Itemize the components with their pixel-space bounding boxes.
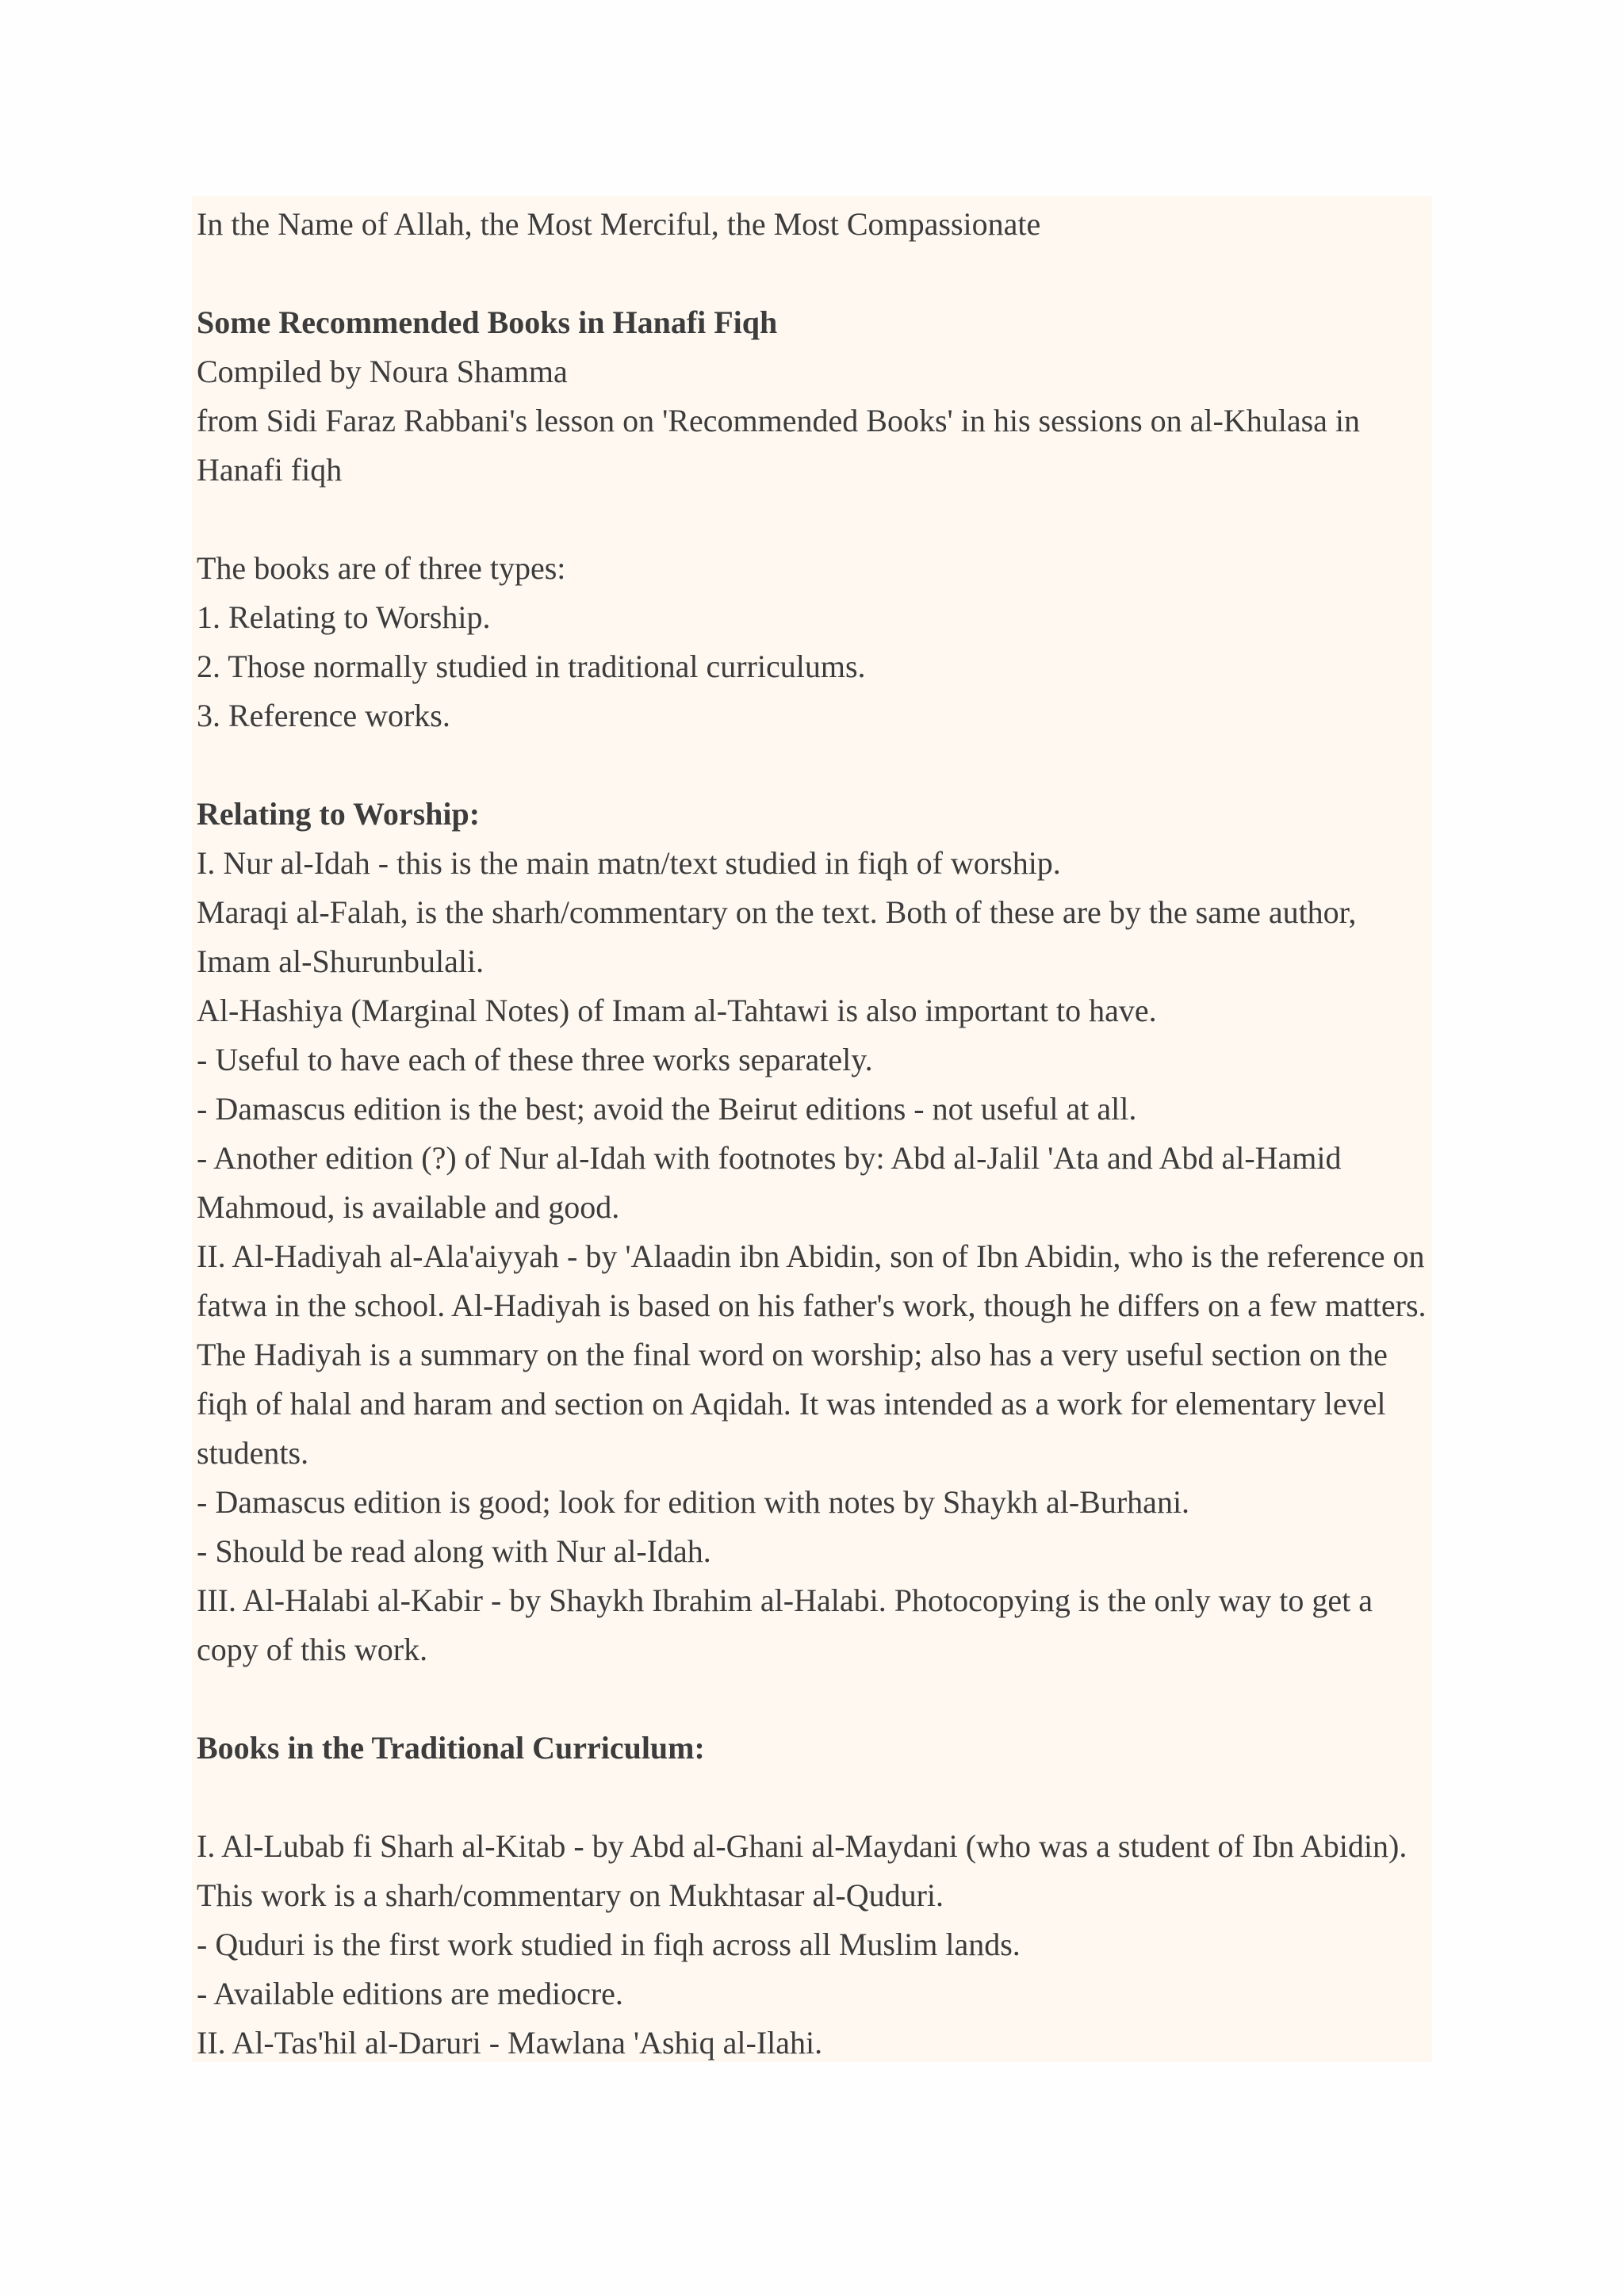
type-item: 1. Relating to Worship. bbox=[197, 599, 491, 635]
worship-line: I. Nur al-Idah - this is the main matn/text studied in fiqh of worship. bbox=[197, 845, 1061, 881]
spacer bbox=[197, 740, 1431, 790]
worship-line: - Damascus edition is the best; avoid the Beirut editions - not useful at all. bbox=[197, 1091, 1137, 1127]
document-title: Some Recommended Books in Hanafi Fiqh bbox=[197, 304, 778, 340]
source-line: from Sidi Faraz Rabbani's lesson on 'Recommended Books' in his sessions on al-Khulasa in Hanafi fiqh bbox=[197, 403, 1361, 488]
type-item: 3. Reference works. bbox=[197, 698, 450, 733]
worship-line: Maraqi al-Falah, is the sharh/commentary on the text. Both of these are by the same author, Imam al-Shurunbulali. bbox=[197, 894, 1357, 979]
invocation-line: In the Name of Allah, the Most Merciful, the Most Compassionate bbox=[197, 206, 1041, 242]
curriculum-line: II. Al-Tas'hil al-Daruri - Mawlana 'Ashiq al-Ilahi. bbox=[197, 2025, 823, 2061]
spacer bbox=[197, 495, 1431, 544]
curriculum-heading: Books in the Traditional Curriculum: bbox=[197, 1730, 705, 1766]
spacer bbox=[197, 1674, 1431, 1724]
worship-line: - Useful to have each of these three works separately. bbox=[197, 1042, 873, 1077]
type-item: 2. Those normally studied in traditional curriculums. bbox=[197, 649, 866, 684]
worship-line: III. Al-Halabi al-Kabir - by Shaykh Ibrahim al-Halabi. Photocopying is the only way to get a copy of this work. bbox=[197, 1582, 1373, 1667]
worship-line: - Another edition (?) of Nur al-Idah with footnotes by: Abd al-Jalil 'Ata and Abd al-Hamid Mahmoud, is available and good. bbox=[197, 1140, 1342, 1225]
types-intro: The books are of three types: bbox=[197, 550, 566, 586]
spacer bbox=[197, 249, 1431, 298]
curriculum-line: - Quduri is the first work studied in fiqh across all Muslim lands. bbox=[197, 1927, 1021, 1962]
worship-heading: Relating to Worship: bbox=[197, 796, 481, 832]
worship-line: II. Al-Hadiyah al-Ala'aiyyah - by 'Alaadin ibn Abidin, son of Ibn Abidin, who is the reference on fatwa in the school. Al-Hadiyah is based on his father's work, though he differs on a few matters. The Hadiyah is a summary on the final word on worship; also has a very useful section on the fiqh of halal and haram and section on Aqidah. It was intended as a work for elementary level students. bbox=[197, 1238, 1427, 1471]
worship-line: - Should be read along with Nur al-Idah. bbox=[197, 1533, 711, 1569]
worship-line: - Damascus edition is good; look for edition with notes by Shaykh al-Burhani. bbox=[197, 1484, 1190, 1520]
curriculum-line: I. Al-Lubab fi Sharh al-Kitab - by Abd al-Ghani al-Maydani (who was a student of Ibn Abidin). This work is a sharh/commentary on Mukhtasar al-Quduri. bbox=[197, 1828, 1408, 1913]
curriculum-line: - Available editions are mediocre. bbox=[197, 1976, 623, 2011]
document-text bbox=[197, 200, 1431, 2068]
worship-line: Al-Hashiya (Marginal Notes) of Imam al-Tahtawi is also important to have. bbox=[197, 993, 1157, 1028]
spacer bbox=[197, 1773, 1431, 1822]
compiler-line: Compiled by Noura Shamma bbox=[197, 354, 568, 389]
